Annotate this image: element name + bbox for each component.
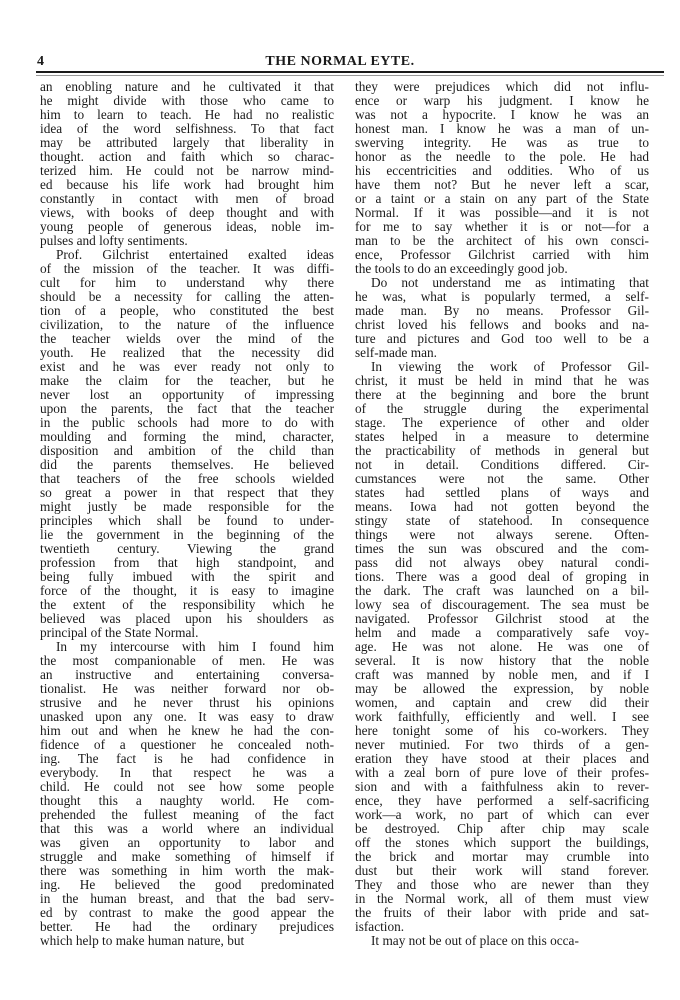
text-line: an enobling nature and he cultivated it that — [40, 79, 334, 94]
text-line: several. It is now history that the noble — [355, 653, 649, 668]
text-line: moulding and forming the mind, character, — [40, 429, 334, 444]
text-line: constantly in contact with men of broad — [40, 191, 334, 206]
text-line: an instructive and entertaining conversa- — [40, 667, 334, 682]
text-line: everybody. In that respect he was a — [40, 765, 334, 780]
text-line: in the Normal work, all of them must view — [355, 891, 649, 906]
text-line: lowy sea of discouragement. The sea must be — [355, 597, 649, 612]
text-line: ence or warp his judgment. I know he — [355, 93, 649, 108]
text-line: twentieth century. Viewing the grand — [40, 541, 334, 556]
text-line: may be allowed the expression, by noble — [355, 681, 649, 696]
text-line: women, and captain and crew did their — [355, 695, 649, 710]
text-line: have them not? But he never left a scar, — [355, 177, 649, 192]
text-line: christ loved his fellows and books and na- — [355, 317, 649, 332]
text-line: things were not always serene. Often- — [355, 527, 649, 542]
text-line: profession from that high standpoint, and — [40, 555, 334, 570]
text-line: pass did not always obey natural condi- — [355, 555, 649, 570]
text-line: that teachers of the free schools wielded — [40, 471, 334, 486]
text-line: child. He could not see how some people — [40, 779, 334, 794]
text-line: in the human breast, and that the bad serv- — [40, 891, 334, 906]
text-line: Prof. Gilchrist entertained exalted ideas — [56, 247, 334, 262]
page-title: THE NORMAL EYTE. — [265, 54, 415, 69]
text-line: times the sun was obscured and the com- — [355, 541, 649, 556]
text-line: states had settled plans of ways and — [355, 485, 649, 500]
text-line: stage. The experience of other and older — [355, 415, 649, 430]
text-line: never lost an opportunity of impressing — [40, 387, 334, 402]
text-line: never mutinied. For two thirds of a gen- — [355, 737, 649, 752]
text-line: thought. action and faith which so charac- — [40, 149, 334, 164]
text-line: principles which shall be found to under- — [40, 513, 334, 528]
header-rule-thick — [36, 71, 664, 73]
text-line: his eccentricities and oddities. Who of us — [355, 163, 649, 178]
text-line: better. He had the ordinary prejudices — [40, 919, 334, 934]
text-line: terized him. He could not be narrow mind- — [40, 163, 334, 178]
text-line: age. He was not alone. He was one of — [355, 639, 649, 654]
text-line: idea of the word selfishness. To that fact — [40, 121, 334, 136]
text-line: the most companionable of men. He was — [40, 653, 334, 668]
text-line: was not a hypocrite. I know he was an — [355, 107, 649, 122]
text-line: they were prejudices which did not influ- — [355, 79, 649, 94]
text-line: the tools to do an exceedingly good job. — [355, 261, 568, 276]
text-line: made man. By no means. Professor Gil- — [355, 303, 649, 318]
text-line: ence, Professor Gilchrist carried with him — [355, 247, 649, 262]
text-line: was given an opportunity to labor and — [40, 835, 334, 850]
right-column — [355, 80, 649, 948]
text-line: for me to say whether it is or not—for a — [355, 219, 649, 234]
text-line: youth. He realized that the necessity did — [40, 345, 334, 360]
text-line: struggle and make something of himself if — [40, 849, 334, 864]
text-line: him out and when he knew he had the con- — [40, 723, 334, 738]
text-line: They and those who are newer than they — [355, 877, 649, 892]
text-line: eration they have stood at their places and — [355, 751, 649, 766]
text-line: craft was manned by noble men, and if I — [355, 667, 649, 682]
text-line: helm and made a comparatively safe voy- — [355, 625, 649, 640]
text-line: navigated. Professor Gilchrist stood at the — [355, 611, 649, 626]
text-line: Do not understand me as intimating that — [371, 275, 649, 290]
text-line: Normal. If it was possible—and it is not — [355, 205, 649, 220]
text-line: lie the government in the beginning of the — [40, 527, 334, 542]
text-line: the fruits of their labor with pride and sat- — [355, 905, 649, 920]
text-line: that this was a world where an individual — [40, 821, 334, 836]
text-line: exist and he was ever ready not only to — [40, 359, 334, 374]
text-line: of the mission of the teacher. It was diffi- — [40, 261, 334, 276]
text-line: tions. There was a good deal of groping in — [355, 569, 649, 584]
text-line: In my intercourse with him I found him — [56, 639, 334, 654]
text-line: might justly be made responsible for the — [40, 499, 334, 514]
text-line: dust but their work will stand forever. — [355, 863, 649, 878]
text-line: or a taint or a stain on any part of the State — [355, 191, 649, 206]
text-line: work faithfully, efficiently and well. I see — [355, 709, 649, 724]
header-rule-thin — [36, 75, 664, 76]
text-line: believed was placed upon his shoulders as — [40, 611, 334, 626]
text-line: he might divide with those who came to — [40, 93, 334, 108]
text-line: with a zeal born of pure love of their profes- — [355, 765, 649, 780]
text-line: fidence of a questioner he concealed noth- — [40, 737, 334, 752]
text-line: swerving integrity. He was as true to — [355, 135, 649, 150]
left-column — [40, 80, 334, 948]
text-line: him to learn to teach. He had no realistic — [40, 107, 334, 122]
text-line: force of the thought, it is easy to imagine — [40, 583, 334, 598]
text-line: isfaction. — [355, 919, 405, 934]
text-line: of the struggle during the experimental — [355, 401, 649, 416]
text-line: in the public schools had more to do with — [40, 415, 334, 430]
text-line: tionalist. He was neither forward nor ob- — [40, 681, 334, 696]
text-line: the practicability of methods in general but — [355, 443, 649, 458]
text-line: honest man. I know he was a man of un- — [355, 121, 649, 136]
text-line: so great a power in that respect that they — [40, 485, 334, 500]
text-line: make the claim for the teacher, but he — [40, 373, 334, 388]
text-line: means. Iowa had not gotten beyond the — [355, 499, 649, 514]
page-number: 4 — [37, 54, 44, 69]
text-line: civilization, to the nature of the influence — [40, 317, 334, 332]
text-line: It may not be out of place on this occa- — [371, 933, 579, 948]
text-line: In viewing the work of Professor Gil- — [371, 359, 649, 374]
text-line: be destroyed. Chip after chip may scale — [355, 821, 649, 836]
text-line: disposition and ambition of the child than — [40, 443, 334, 458]
text-line: man to be the architect of his own consci- — [355, 233, 649, 248]
text-line: ence, they have performed a self-sacrificing — [355, 793, 649, 808]
text-line: pulses and lofty sentiments. — [40, 233, 188, 248]
text-line: strusive and he never thrust his opinions — [40, 695, 334, 710]
text-line: young people of generous ideas, noble im- — [40, 219, 334, 234]
text-line: ing. He believed the good predominated — [40, 877, 334, 892]
text-line: the teacher wields over the mind of the — [40, 331, 334, 346]
text-line: views, with books of deep thought and with — [40, 205, 334, 220]
text-line: the dark. The craft was launched on a bil- — [355, 583, 649, 598]
text-line: ed because his life work had brought him — [40, 177, 334, 192]
text-line: principal of the State Normal. — [40, 625, 199, 640]
text-line: there at the beginning and bore the brunt — [355, 387, 649, 402]
text-line: not in detail. Conditions differed. Cir- — [355, 457, 649, 472]
text-line: unasked upon any one. It was easy to draw — [40, 709, 334, 724]
text-line: there was something in him worth the mak- — [40, 863, 334, 878]
text-line: states helped in a measure to determine — [355, 429, 649, 444]
text-line: here tonight some of his co-workers. They — [355, 723, 649, 738]
text-line: honor as the needle to the pole. He had — [355, 149, 649, 164]
text-line: prehended the fullest meaning of the fact — [40, 807, 334, 822]
text-line: should be a necessity for calling the atten- — [40, 289, 334, 304]
text-line: he was, what is popularly termed, a self- — [355, 289, 649, 304]
text-line: self-made man. — [355, 345, 437, 360]
text-line: christ, it must be held in mind that he was — [355, 373, 649, 388]
text-line: may be attributed largely that liberality in — [40, 135, 334, 150]
text-line: stingy state of statehood. In consequence — [355, 513, 649, 528]
text-line: did the parents themselves. He believed — [40, 457, 334, 472]
text-line: cumstances were not the same. Other — [355, 471, 649, 486]
text-line: tion of a people, who constituted the best — [40, 303, 334, 318]
text-line: sion and with a faithfulness akin to rever- — [355, 779, 649, 794]
text-line: off the stones which support the buildings, — [355, 835, 649, 850]
text-line: ed by contrast to make the good appear the — [40, 905, 334, 920]
text-line: the brick and mortar may crumble into — [355, 849, 649, 864]
text-line: ture and pictures and God too well to be a — [355, 331, 649, 346]
text-line: thought this a naughty world. He com- — [40, 793, 334, 808]
text-line: the extent of the responsibility which he — [40, 597, 334, 612]
text-line: ing. The fact is he had confidence in — [40, 751, 334, 766]
text-line: upon the parents, the fact that the teacher — [40, 401, 334, 416]
text-line: which help to make human nature, but — [40, 933, 245, 948]
text-line: cult for him to understand why there — [40, 275, 334, 290]
text-line: being fully imbued with the spirit and — [40, 569, 334, 584]
text-line: work—a work, no part of which can ever — [355, 807, 649, 822]
